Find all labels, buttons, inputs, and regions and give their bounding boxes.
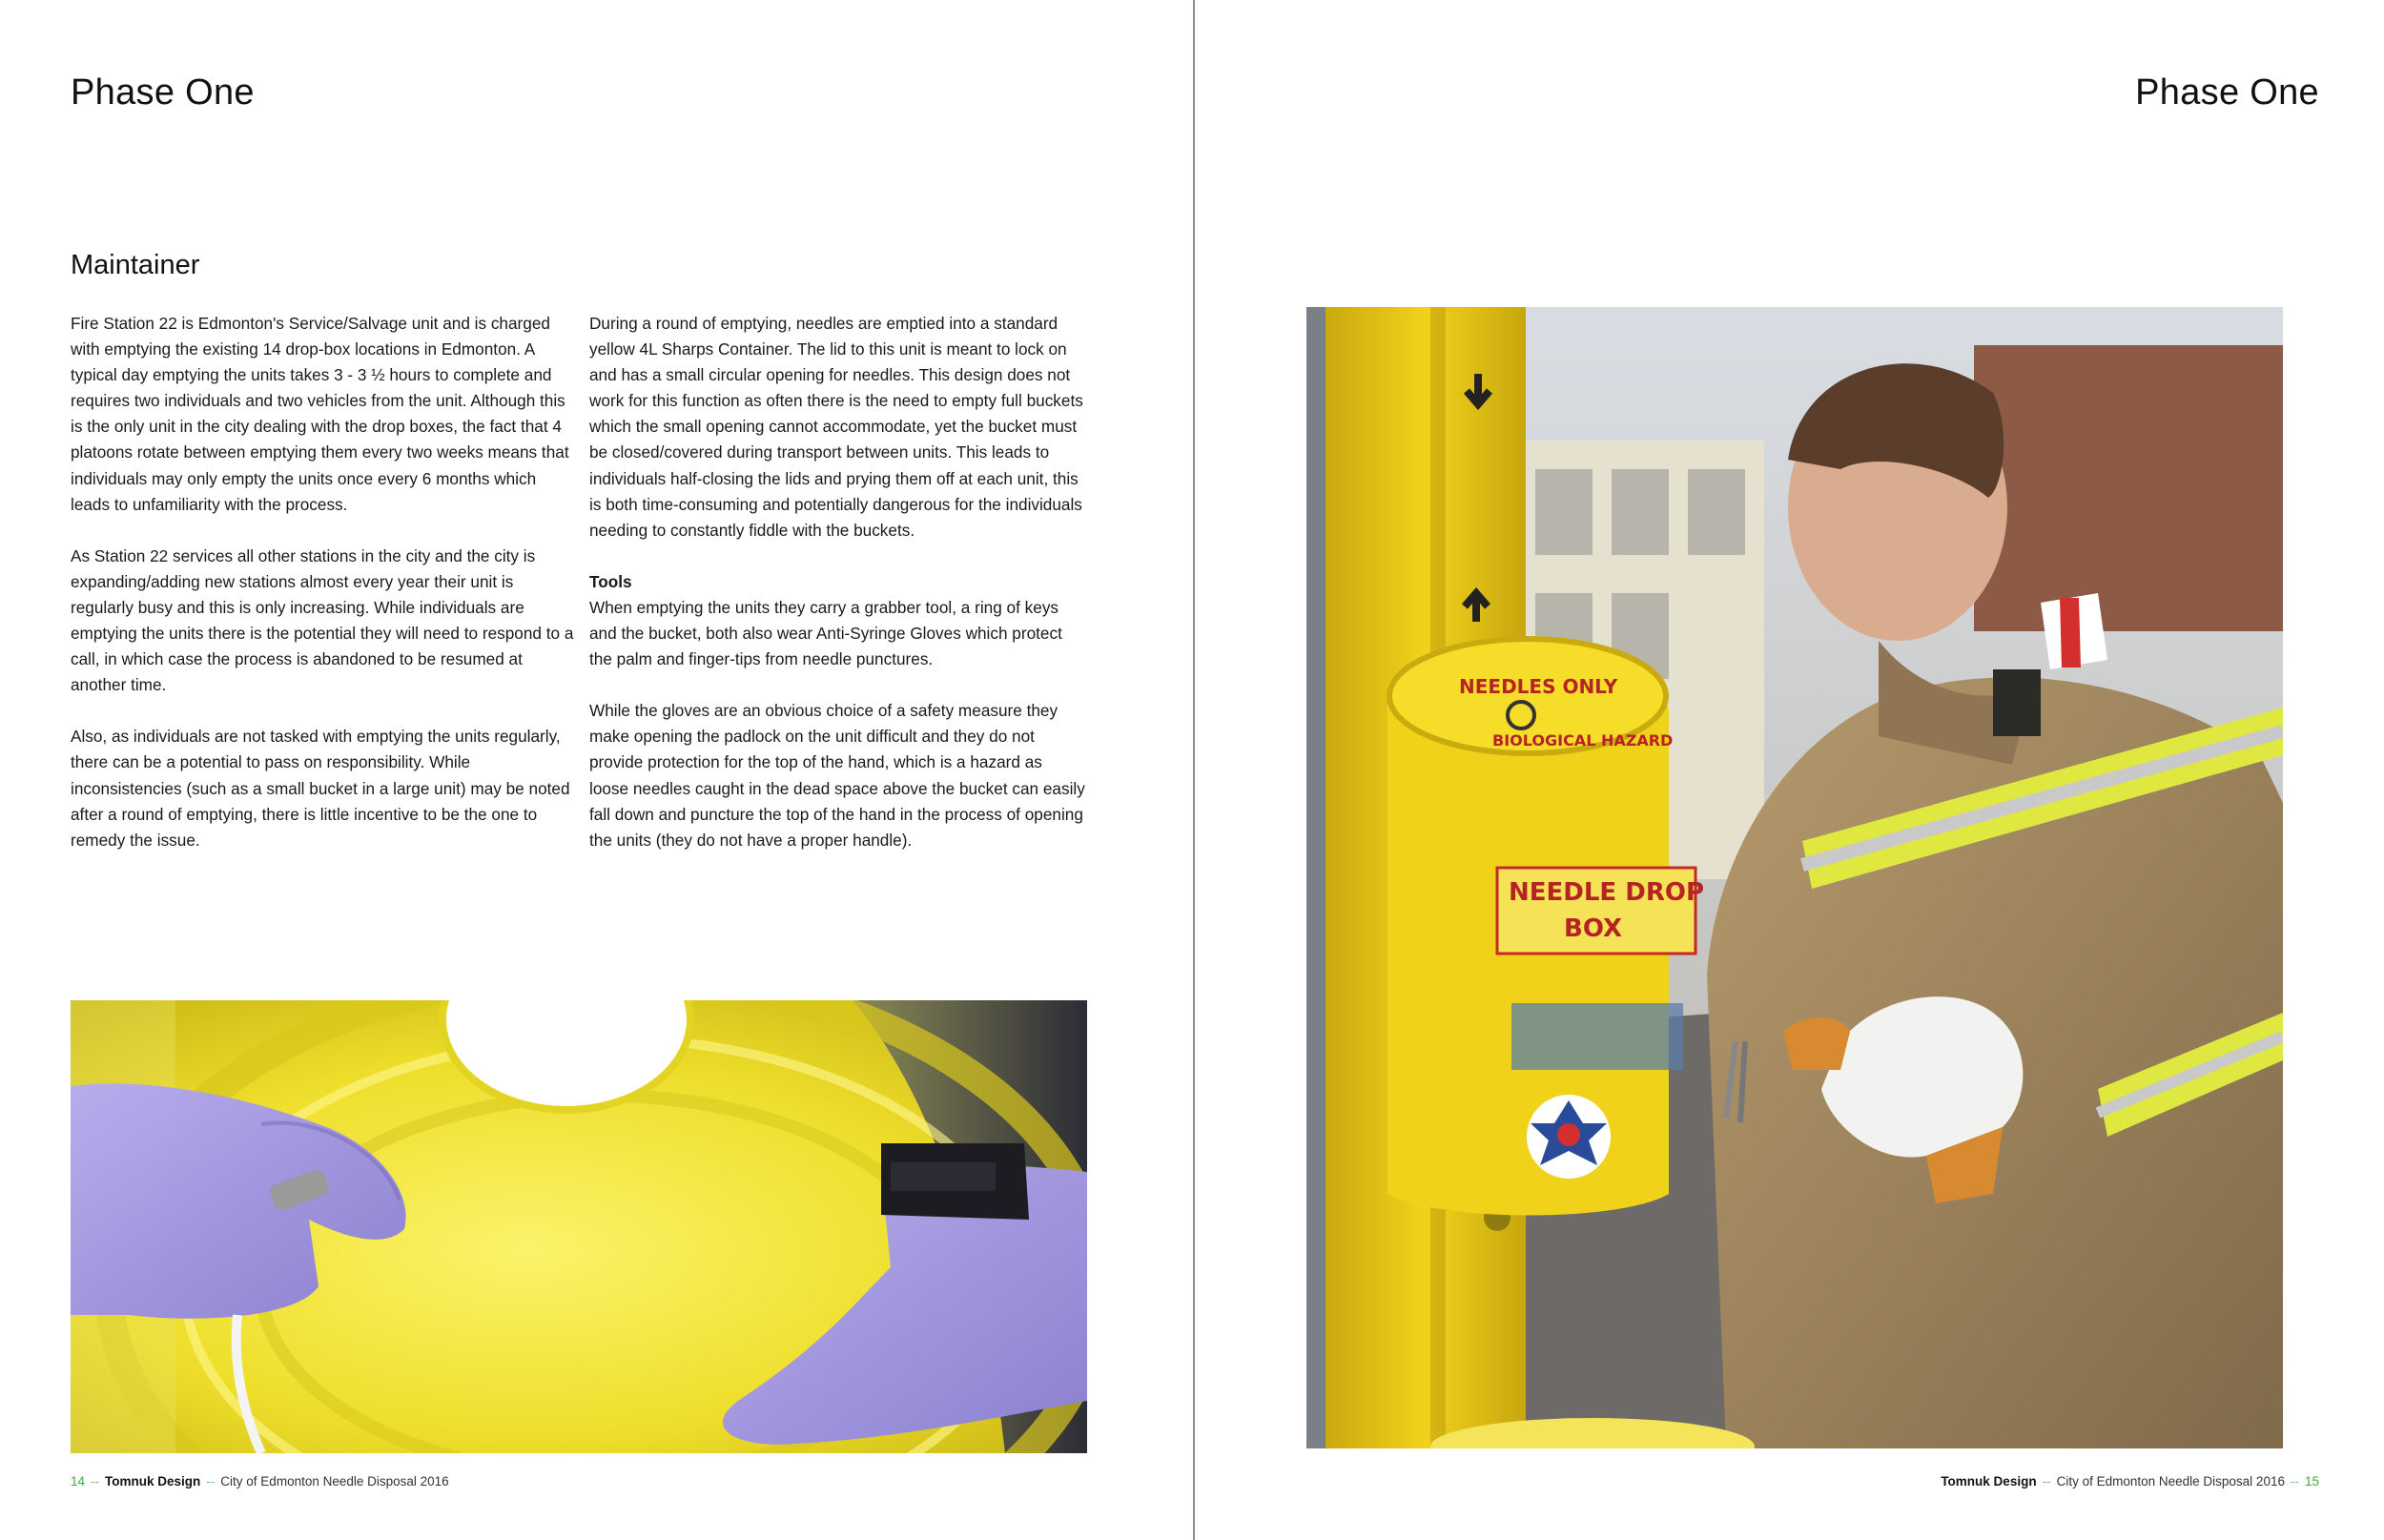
footer-separator: -- <box>91 1474 100 1489</box>
page-footer <box>1941 1474 2319 1489</box>
paragraph: When emptying the units they carry a grabber tool, a ring of keys and the bucket, both also wear Anti-Syringe Gloves which protect the palm and finger-tips from needle punctures. <box>589 597 1062 669</box>
subheading-tools: Tools <box>589 571 632 591</box>
page-title: Phase One <box>2135 72 2319 113</box>
paragraph: During a round of emptying, needles are emptied into a standard yellow 4L Sharps Container. The lid to this unit is meant to lock on and has a small circular opening for needles. This design does not work for this function as often there is the need to empty full buckets which the small opening cannot accommodate, yet the bucket must be closed/covered during transport between units. This leads to individuals half-closing the lids and prying them off at each unit, this is both time-consuming and potentially dangerous for the individuals needing to constantly fiddle with the buckets. <box>589 314 1083 540</box>
footer-brand: Tomnuk Design <box>1941 1474 2037 1489</box>
bucket-photo-illustration <box>71 1000 1087 1453</box>
photo-gloved-hands-bucket <box>71 1000 1087 1453</box>
paragraph: Fire Station 22 is Edmonton's Service/Salvage unit and is charged with emptying the existing 14 drop-box locations in Edmonton. A typical day emptying the units takes 3 - 3 ½ hours to complete and requires two individuals and two vehicles from the unit. Although this is the only unit in the city dealing with the drop boxes, the fact that 4 platoons rotate between emptying them every two weeks means that individuals may only empty the units once every 6 months which leads to unfamiliarity with the process. <box>71 314 569 514</box>
page-number: 14 <box>71 1474 86 1489</box>
paragraph: While the gloves are an obvious choice of a safety measure they make opening the padlock on the unit difficult and they do not provide protection for the top of the hand, which is a hazard as loose needles caught in the dead space above the bucket can easily fall down and puncture the top of the hand in the process of opening the units (they do not have a proper handle). <box>589 701 1085 850</box>
firefighter-photo-illustration <box>1306 307 2283 1448</box>
sign-hazard-label: BIOLOGICAL HAZARD <box>1492 731 1674 749</box>
page-number: 15 <box>2304 1474 2319 1489</box>
text-column-1 <box>71 311 576 879</box>
page-title: Phase One <box>71 72 255 113</box>
photo-firefighter-drop-box <box>1306 307 2283 1448</box>
section-title: Maintainer <box>71 250 200 280</box>
box-label-line2: BOX <box>1564 914 1623 943</box>
fire-department-emblem <box>1527 1095 1611 1179</box>
sign-top-label: NEEDLES ONLY <box>1459 675 1618 698</box>
text-column-2 <box>589 311 1085 879</box>
footer-separator: -- <box>2042 1474 2051 1489</box>
box-label-line1: NEEDLE DROP <box>1509 878 1705 907</box>
footer-separator: -- <box>2290 1474 2299 1489</box>
page-footer <box>71 1474 449 1489</box>
footer-separator: -- <box>206 1474 216 1489</box>
paragraph: Also, as individuals are not tasked with emptying the units regularly, there can be a potential to pass on responsibility. While inconsistencies (such as a small bucket in a large unit) may be noted after a round of emptying, there is little incentive to be the one to remedy the issue. <box>71 727 570 850</box>
footer-brand: Tomnuk Design <box>105 1474 201 1489</box>
footer-project: City of Edmonton Needle Disposal 2016 <box>220 1474 449 1489</box>
footer-project: City of Edmonton Needle Disposal 2016 <box>2056 1474 2285 1489</box>
paragraph: As Station 22 services all other stations in the city and the city is expanding/adding new stations almost every year their unit is regularly busy and this is only increasing. While individuals are emptying the units there is the potential they will need to respond to a call, in which case the process is abandoned to be resumed at another time. <box>71 545 574 695</box>
